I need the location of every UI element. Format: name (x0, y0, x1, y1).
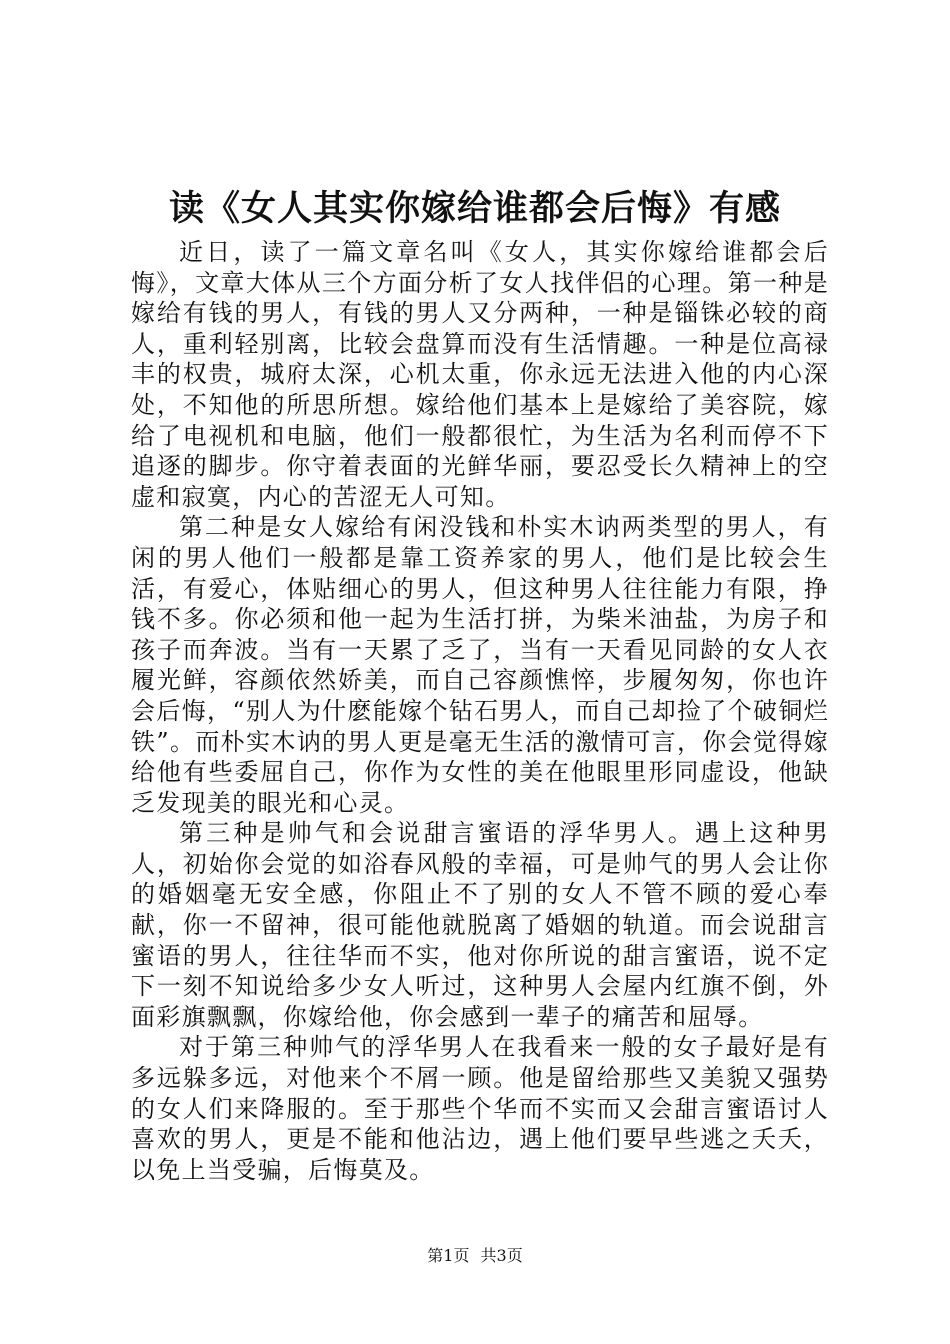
page-number: 第1页 (427, 1246, 470, 1265)
paragraph-4: 对于第三种帅气的浮华男人在我看来一般的女子最好是有多远躲多远，对他来个不屑一顾。他是留给那些又美貌又强势的女人们来降服的。至于那些个华而不实而又会甜言蜜语讨人喜欢的男人，更是不能和他沾边，遇上他们要早些逃之夭夭，以免上当受骗，后悔莫及。 (131, 1033, 829, 1184)
paragraph-2: 第二种是女人嫁给有闲没钱和朴实木讷两类型的男人，有闲的男人他们一般都是靠工资养家的男人，他们是比较会生活，有爱心，体贴细心的男人，但这种男人往往能力有限，挣钱不多。你必须和他一起为生活打拼，为柴米油盐，为房子和孩子而奔波。当有一天累了乏了，当有一天看见同龄的女人衣履光鲜，容颜依然娇美，而自己容颜憔悴，步履匆匆，你也许会后悔，“别人为什麽能嫁个钻石男人，而自己却捡了个破铜烂铁”。而朴实木讷的男人更是毫无生活的激情可言，你会觉得嫁给他有些委屈自己，你作为女性的美在他眼里形同虚设，他缺乏发现美的眼光和心灵。 (131, 513, 829, 817)
paragraph-3: 第三种是帅气和会说甜言蜜语的浮华男人。遇上这种男人，初始你会觉的如浴春风般的幸福，可是帅气的男人会让你的婚姻毫无安全感，你阻止不了别的女人不管不顾的爱心奉献，你一不留神，很可能他就脱离了婚姻的轨道。而会说甜言蜜语的男人，往往华而不实，他对你所说的甜言蜜语，说不定下一刻不知说给多少女人听过，这种男人会屋内红旗不倒，外面彩旗飘飘，你嫁给他，你会感到一辈子的痛苦和屈辱。 (131, 819, 829, 1031)
page-total: 共3页 (480, 1246, 523, 1265)
page-footer (0, 1245, 950, 1267)
document-body (131, 237, 829, 1185)
paragraph-1: 近日，读了一篇文章名叫《女人，其实你嫁给谁都会后悔》，文章大体从三个方面分析了女人找伴侣的心理。第一种是嫁给有钱的男人，有钱的男人又分两种，一种是锱铢必较的商人，重利轻别离，比较会盘算而没有生活情趣。一种是位高禄丰的权贵，城府太深，心机太重，你永远无法进入他的内心深处，不知他的所思所想。嫁给他们基本上是嫁给了美容院，嫁给了电视机和电脑，他们一般都很忙，为生活为名利而停不下追逐的脚步。你守着表面的光鲜华丽，要忍受长久精神上的空虚和寂寞，内心的苦涩无人可知。 (131, 238, 829, 511)
document-title: 读《女人其实你嫁给谁都会后悔》有感 (168, 188, 781, 229)
